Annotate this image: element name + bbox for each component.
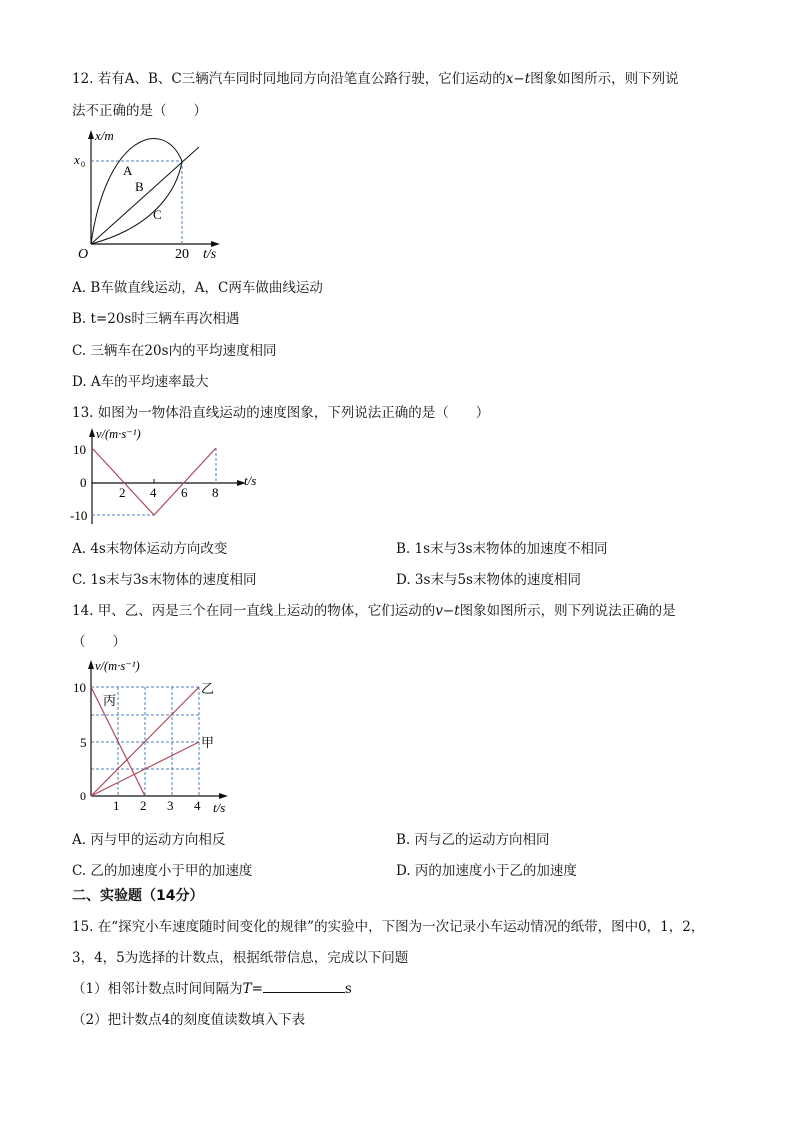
q12-origin-label: O [78, 247, 89, 262]
q12-option-b: B. t=20s时三辆车再次相遇 [72, 311, 240, 327]
q15-sub1-var: T [242, 981, 252, 997]
q12-t-mark: 20 [175, 247, 189, 262]
q14-x-tick-1: 1 [113, 798, 120, 813]
q13-x-tick-6: 6 [181, 485, 188, 500]
q12-label-c: C [153, 207, 162, 222]
q12-option-c: C. 三辆车在20s内的平均速度相同 [72, 343, 277, 359]
q13-y-tick-0: 0 [80, 475, 87, 490]
q14-x-tick-2: 2 [140, 798, 147, 813]
q13-y-tick-neg10: -10 [70, 508, 88, 523]
q15-sub2: （2）把计数点4的刻度值读数填入下表 [72, 1012, 306, 1028]
q13-option-a: A. 4s末物体运动方向改变 [72, 541, 228, 557]
q13-option-c: C. 1s末与3s末物体的速度相同 [72, 572, 257, 588]
q13-option-b: B. 1s末与3s末物体的加速度不相同 [396, 541, 608, 557]
q12-var: x−t [505, 71, 531, 87]
q13-stem: 13. 如图为一物体沿直线运动的速度图象，下列说法正确的是（ ） [72, 405, 490, 421]
q12-y-label: x/m [95, 128, 114, 143]
q12-option-d: D. A车的平均速率最大 [72, 374, 209, 390]
q14-x-tick-3: 3 [167, 798, 174, 813]
q12-stem-line1: 12. 若有A、B、C三辆汽车同时同地同方向沿笔直公路行驶，它们运动的x−t图象如图所示，则下列说 [72, 71, 679, 87]
q13-x-tick-2: 2 [119, 485, 126, 500]
q14-option-c: C. 乙的加速度小于甲的加速度 [72, 863, 253, 879]
q12-label-b: B [135, 179, 144, 194]
q12-x0-sub: 0 [81, 160, 85, 169]
q15-answer-blank[interactable] [263, 980, 345, 993]
q12-x0-label: x [74, 152, 80, 167]
q13-x-tick-8: 8 [212, 485, 219, 500]
q15-stem-line1: 15. 在“探究小车速度随时间变化的规律”的实验中，下图为一次记录小车运动情况的纸带，图中0，1，2， [72, 919, 705, 935]
q15-stem-line2: 3，4，5为选择的计数点，根据纸带信息，完成以下问题 [72, 950, 409, 966]
q14-y-tick-5: 5 [80, 735, 87, 750]
q14-y-tick-0: 0 [80, 789, 86, 803]
q13-y-tick-10: 10 [73, 442, 86, 457]
q12-label-a: A [123, 163, 133, 178]
q14-stem-line2: （ ） [72, 634, 126, 650]
section2-title: 二、实验题（14分） [72, 888, 204, 904]
q13-x-label: t/s [244, 473, 257, 488]
q14-stem-line1: 14. 甲、乙、丙是三个在同一直线上运动的物体，它们运动的v−t图象如图所示，则下列说法正确的是 [72, 603, 676, 619]
q12-line-b [91, 147, 199, 244]
q14-option-d: D. 丙的加速度小于乙的加速度 [396, 863, 577, 879]
q14-x-label: t/s [213, 800, 226, 815]
q12-option-a: A. B车做直线运动，A，C两车做曲线运动 [72, 280, 323, 296]
q13-x-tick-4: 4 [150, 485, 157, 500]
q14-x-tick-4: 4 [194, 798, 201, 813]
q14-option-b: B. 丙与乙的运动方向相同 [396, 832, 550, 848]
q15-sub1: （1）相邻计数点时间间隔为T= s [72, 981, 352, 997]
q14-option-a: A. 丙与甲的运动方向相反 [72, 832, 226, 848]
q14-vt-graph [68, 654, 248, 816]
q13-option-d: D. 3s末与5s末物体的速度相同 [396, 572, 581, 588]
q12-xt-graph [68, 126, 228, 264]
q14-y-label: v/(m·s⁻¹) [95, 659, 140, 673]
q14-y-tick-10: 10 [73, 680, 86, 695]
q14-var: v−t [435, 603, 460, 619]
q14-label-jia: 甲 [201, 735, 215, 750]
q14-label-bing: 丙 [103, 693, 117, 708]
q12-stem-line2: 法不正确的是（ ） [72, 103, 207, 119]
q13-vt-graph [68, 424, 268, 526]
q14-label-yi: 乙 [201, 681, 215, 696]
q12-x-label: t/s [203, 247, 217, 262]
q13-y-label: v/(m·s⁻¹) [96, 427, 141, 441]
